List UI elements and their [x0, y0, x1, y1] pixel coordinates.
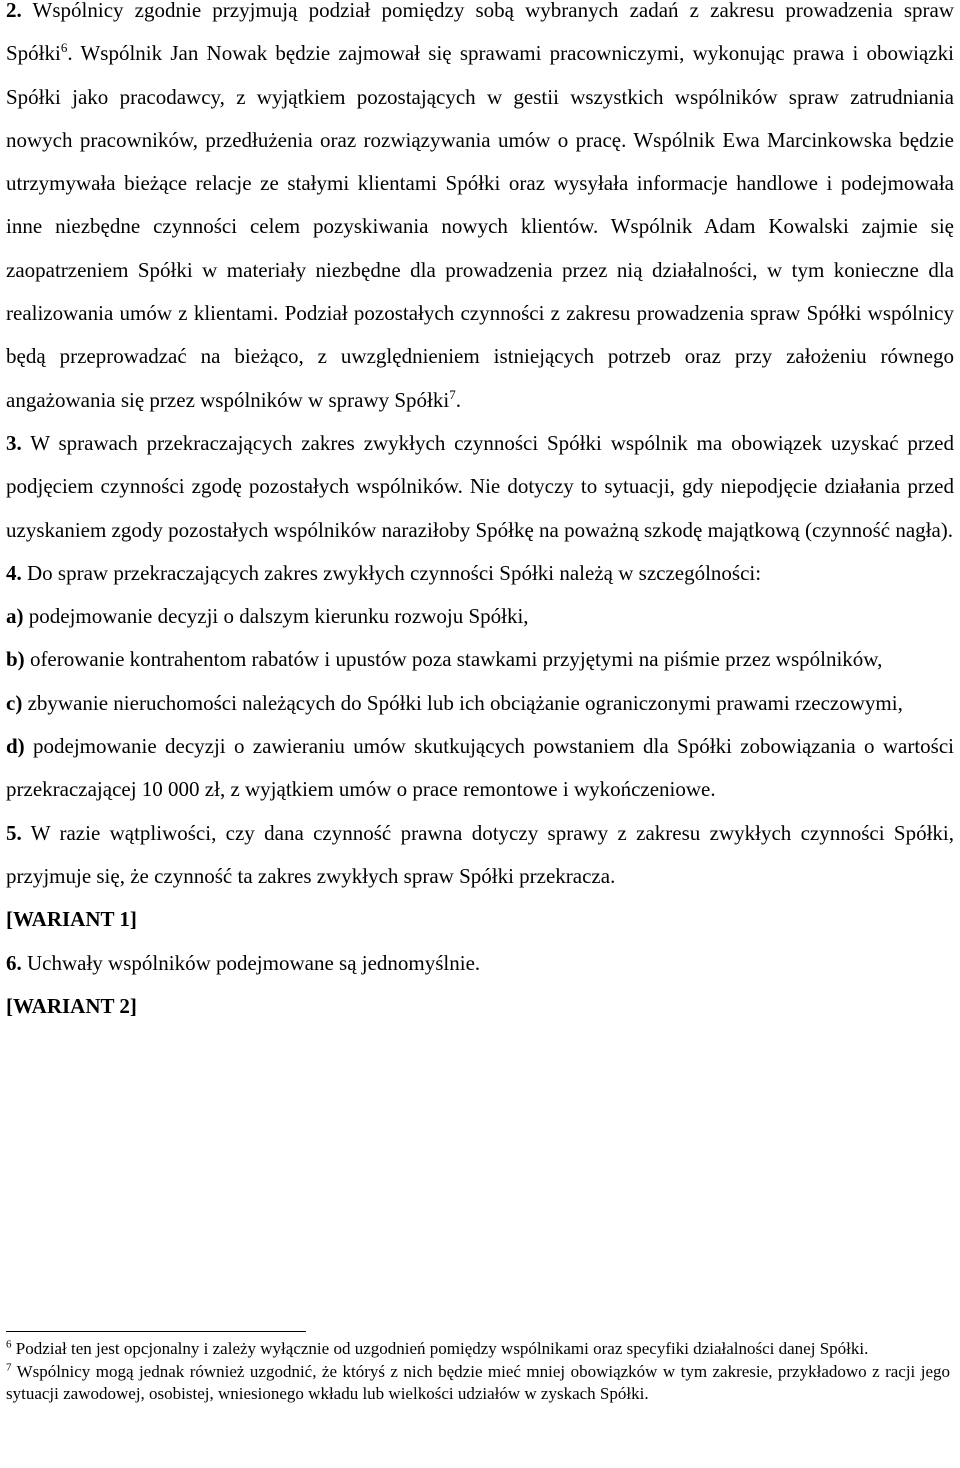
- section-text-continued: . Wspólnik Jan Nowak będzie zajmował się sprawami pracowniczymi, wykonując prawa i obowiązki Spółki jako pracodawcy, z wyjątkiem pozostających w gestii wszystkich wspólników spraw zatrudniania nowych pracowników, przedłużenia oraz rozwiązywania umów o pracę. Wspólnik Ewa Marcinkowska będzie utrzymywała bieżące relacje ze stałymi klientami Spółki oraz wysyłała informacje handlowe i podejmowała inne niezbędne czynności celem pozyskiwania nowych klientów. Wspólnik Adam Kowalski zajmie się zaopatrzeniem Spółki w materiały niezbędne dla prowadzenia przez nią działalności, w tym konieczne dla realizowania umów z klientami. Podział pozostałych czynności z zakresu prowadzenia spraw Spółki wspólnicy będą przeprowadzać na bieżąco, z uwzględnieniem istniejących potrzeb oraz przy założeniu równego angażowania się przez wspólników w sprawy Spółki: [6, 41, 954, 412]
- variant-1-heading: [WARIANT 1]: [6, 907, 137, 932]
- document-body: [6, 0, 954, 1028]
- list-text: zbywanie nieruchomości należących do Spółki lub ich obciążanie ograniczonymi prawami rzeczowymi,: [22, 690, 903, 715]
- section-text: W sprawach przekraczających zakres zwykłych czynności Spółki wspólnik ma obowiązek uzyskać przed podjęciem czynności zgodę pozostałych wspólników. Nie dotyczy to sytuacji, gdy niepodjęcie działania przed uzyskaniem zgody pozostałych wspólników naraziłoby Spółkę na poważną szkodę majątkową (czynność nagła).: [6, 430, 954, 542]
- section-number: 4.: [6, 560, 22, 585]
- footnote-7: [6, 1361, 950, 1406]
- section-text: Do spraw przekraczających zakres zwykłych czynności Spółki należą w szczególności:: [21, 560, 762, 585]
- section-number: 3.: [6, 430, 22, 455]
- section-number: 6.: [6, 950, 22, 975]
- footnote-text: Wspólnicy mogą jednak również uzgodnić, że któryś z nich będzie mieć mniej obowiązków w tym zakresie, przykładowo z racji jego sytuacji zawodowej, osobistej, wniesionego wkładu lub wielkości udziałów w zyskach Spółki.: [6, 1361, 950, 1403]
- section-4: [6, 552, 954, 595]
- footnote-number: 6: [6, 1338, 12, 1351]
- footnote-6: [6, 1338, 950, 1361]
- list-letter: b): [6, 647, 25, 672]
- list-letter: c): [6, 690, 23, 715]
- list-text: podejmowanie decyzji o dalszym kierunku rozwoju Spółki,: [23, 604, 529, 629]
- section-text: Uchwały wspólników podejmowane są jednomyślnie.: [21, 950, 481, 975]
- variant-2-heading: [WARIANT 2]: [6, 993, 137, 1018]
- section-text-end: .: [455, 387, 461, 412]
- section-5: [6, 812, 954, 899]
- footnotes: [6, 1338, 950, 1406]
- section-3: [6, 422, 954, 552]
- list-item-d: [6, 725, 954, 812]
- section-6: [6, 942, 954, 985]
- footnote-ref-6[interactable]: 6: [60, 40, 68, 56]
- list-item-a: [6, 595, 954, 638]
- footnote-text: Podział ten jest opcjonalny i zależy wyłącznie od uzgodnień pomiędzy wspólnikami oraz specyfiki działalności danej Spółki.: [11, 1339, 869, 1358]
- footnote-ref-7[interactable]: 7: [449, 386, 456, 402]
- footnote-number: 7: [6, 1360, 12, 1373]
- list-item-c: [6, 682, 954, 725]
- section-number: 2.: [6, 0, 22, 22]
- footnote-separator: [6, 1331, 306, 1332]
- section-text: Wspólnicy zgodnie przyjmują podział pomiędzy sobą wybranych zadań z zakresu prowadzenia spraw Spółki: [6, 0, 955, 66]
- list-text: podejmowanie decyzji o zawieraniu umów skutkujących powstaniem dla Spółki zobowiązania o wartości przekraczającej 10 000 zł, z wyjątkiem umów o prace remontowe i wykończeniowe.: [6, 734, 954, 802]
- section-text: W razie wątpliwości, czy dana czynność prawna dotyczy sprawy z zakresu zwykłych czynności Spółki, przyjmuje się, że czynność ta zakres zwykłych spraw Spółki przekracza.: [6, 820, 954, 888]
- section-number: 5.: [6, 820, 22, 845]
- section-2: [6, 0, 954, 422]
- list-item-b: [6, 638, 954, 681]
- list-text: oferowanie kontrahentom rabatów i upustów poza stawkami przyjętymi na piśmie przez wspólników,: [24, 647, 883, 672]
- list-letter: a): [6, 604, 24, 629]
- list-letter: d): [6, 734, 25, 759]
